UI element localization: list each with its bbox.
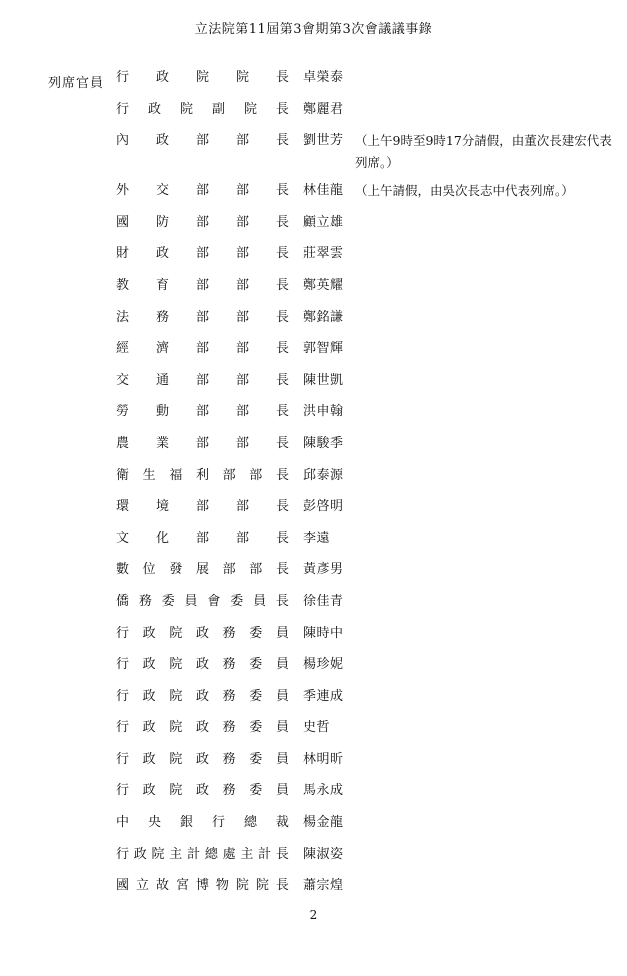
official-row bbox=[116, 130, 616, 180]
official-title: 國 防 部 部 長 bbox=[116, 214, 289, 230]
official-note: （上午請假，由吳次長志中代表列席。） bbox=[355, 183, 574, 199]
official-name: 鄭英耀 bbox=[303, 277, 344, 293]
official-name: 馬永成 bbox=[303, 783, 344, 799]
official-name: 顧立雄 bbox=[303, 214, 344, 230]
official-title: 行 政 院 副 院 長 bbox=[116, 101, 289, 117]
official-name: 李遠 bbox=[303, 530, 331, 546]
official-title: 文 化 部 部 長 bbox=[116, 530, 289, 546]
officials-list bbox=[116, 67, 616, 907]
official-name: 林佳龍 bbox=[303, 183, 344, 199]
official-name: 徐佳青 bbox=[303, 593, 344, 609]
official-row bbox=[116, 67, 616, 99]
official-name: 郭智輝 bbox=[303, 341, 344, 357]
official-title: 勞 動 部 部 長 bbox=[116, 404, 289, 420]
official-row bbox=[116, 496, 616, 528]
official-name: 楊珍妮 bbox=[303, 657, 344, 673]
official-row bbox=[116, 591, 616, 623]
official-title: 數 位 發 展 部 部 長 bbox=[116, 562, 289, 578]
official-title: 交 通 部 部 長 bbox=[116, 372, 289, 388]
official-title: 行 政 院 政 務 委 員 bbox=[116, 657, 289, 673]
official-row bbox=[116, 686, 616, 718]
official-title: 行 政 院 政 務 委 員 bbox=[116, 625, 289, 641]
official-row bbox=[116, 275, 616, 307]
official-title: 經 濟 部 部 長 bbox=[116, 341, 289, 357]
official-title: 行 政 院 政 務 委 員 bbox=[116, 783, 289, 799]
official-row bbox=[116, 844, 616, 876]
official-name: 鄭銘謙 bbox=[303, 309, 344, 325]
official-row bbox=[116, 528, 616, 560]
page-header: 立法院第11屆第3會期第3次會議議事錄 bbox=[194, 22, 433, 37]
official-row bbox=[116, 875, 616, 907]
official-row bbox=[116, 749, 616, 781]
official-row bbox=[116, 338, 616, 370]
official-title: 環 境 部 部 長 bbox=[116, 499, 289, 515]
official-name: 林明昕 bbox=[303, 751, 344, 767]
official-row bbox=[116, 401, 616, 433]
official-row bbox=[116, 780, 616, 812]
official-name: 陳駿季 bbox=[303, 435, 344, 451]
official-row bbox=[116, 212, 616, 244]
official-name: 陳淑姿 bbox=[303, 846, 344, 862]
official-name: 彭啓明 bbox=[303, 499, 344, 515]
official-row bbox=[116, 623, 616, 655]
official-row bbox=[116, 433, 616, 465]
official-row bbox=[116, 243, 616, 275]
official-name: 黃彥男 bbox=[303, 562, 344, 578]
official-row bbox=[116, 465, 616, 497]
official-title: 僑 務 委 員 會 委 員 長 bbox=[116, 593, 289, 609]
official-note: （上午9時至9時17分請假，由董次長建宏代表列席。） bbox=[355, 133, 612, 171]
official-name: 蕭宗煌 bbox=[303, 878, 344, 894]
official-name: 卓榮泰 bbox=[303, 70, 344, 85]
official-name: 陳世凱 bbox=[303, 372, 344, 388]
official-row bbox=[116, 654, 616, 686]
official-row bbox=[116, 307, 616, 339]
official-row bbox=[116, 180, 616, 212]
official-row bbox=[116, 559, 616, 591]
official-name: 陳時中 bbox=[303, 625, 344, 641]
official-title: 財 政 部 部 長 bbox=[116, 246, 289, 262]
section-label: 列席官員 bbox=[48, 76, 105, 91]
official-title: 國 立 故 宮 博 物 院 院 長 bbox=[116, 878, 289, 894]
official-row bbox=[116, 99, 616, 131]
official-title: 內 政 部 部 長 bbox=[116, 133, 289, 149]
official-name: 劉世芳 bbox=[303, 133, 344, 149]
official-title: 農 業 部 部 長 bbox=[116, 435, 289, 451]
official-title: 教 育 部 部 長 bbox=[116, 277, 289, 293]
official-title: 行 政 院 政 務 委 員 bbox=[116, 688, 289, 704]
official-name: 楊金龍 bbox=[303, 815, 344, 831]
official-name: 邱泰源 bbox=[303, 467, 344, 483]
official-title: 外 交 部 部 長 bbox=[116, 183, 289, 199]
official-title: 法 務 部 部 長 bbox=[116, 309, 289, 325]
official-title: 行 政 院 院 長 bbox=[116, 70, 289, 85]
official-row bbox=[116, 370, 616, 402]
official-name: 鄭麗君 bbox=[303, 101, 344, 117]
official-title: 行 政 院 主 計 總 處 主 計 長 bbox=[116, 846, 289, 862]
official-name: 季連成 bbox=[303, 688, 344, 704]
official-row bbox=[116, 717, 616, 749]
page-number: 2 bbox=[309, 908, 318, 922]
official-title: 行 政 院 政 務 委 員 bbox=[116, 720, 289, 736]
official-title: 中 央 銀 行 總 裁 bbox=[116, 815, 289, 831]
official-name: 莊翠雲 bbox=[303, 246, 344, 262]
official-title: 衛 生 福 利 部 部 長 bbox=[116, 467, 289, 483]
official-title: 行 政 院 政 務 委 員 bbox=[116, 751, 289, 767]
official-name: 史哲 bbox=[303, 720, 331, 736]
official-name: 洪申翰 bbox=[303, 404, 344, 420]
official-row bbox=[116, 812, 616, 844]
